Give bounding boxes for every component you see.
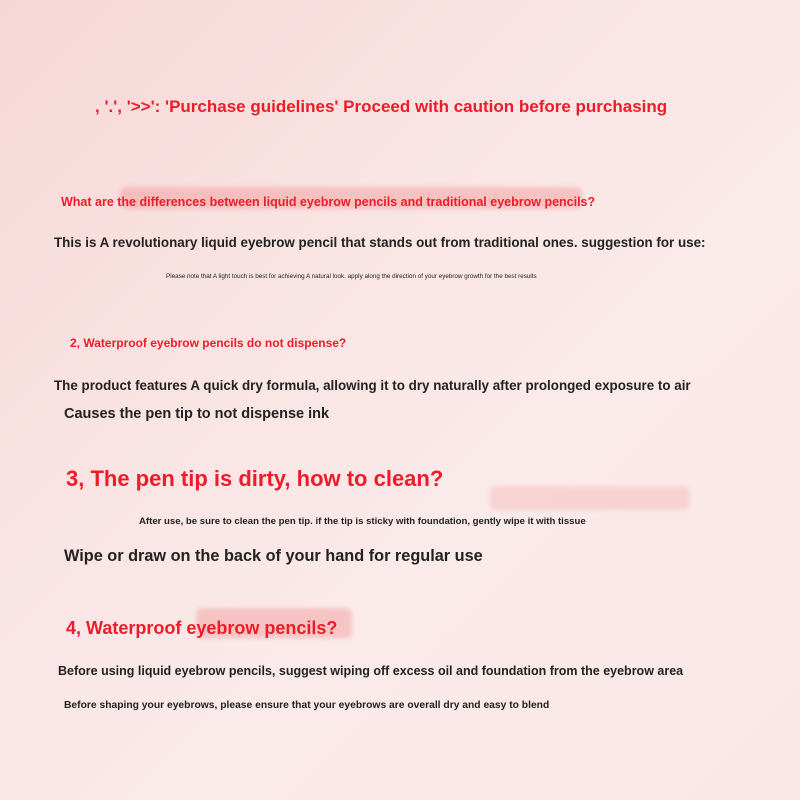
highlight-stroke-q2: [490, 486, 690, 510]
answer-4-line2: Before shaping your eyebrows, please ensure that your eyebrows are overall dry and easy to blend: [64, 700, 550, 711]
answer-2-line1: The product features A quick dry formula, allowing it to dry naturally after prolonged exposure to air: [54, 378, 691, 393]
answer-2-line2: Causes the pen tip to not dispense ink: [64, 406, 330, 422]
answer-1-note: Please note that A light touch is best for achieving A natural look. apply along the direction of your eyebrow growth for the best results: [166, 273, 537, 280]
question-3: 3, The pen tip is dirty, how to clean?: [66, 466, 444, 491]
answer-3-line1: After use, be sure to clean the pen tip. if the tip is sticky with foundation, gently wipe it with tissue: [139, 516, 586, 527]
question-2: 2, Waterproof eyebrow pencils do not dispense?: [70, 336, 347, 350]
page-title: , '.', '>>': 'Purchase guidelines' Proceed with caution before purchasing: [95, 97, 668, 116]
question-4: 4, Waterproof eyebrow pencils?: [66, 618, 338, 638]
question-1: What are the differences between liquid eyebrow pencils and traditional eyebrow pencils?: [61, 195, 596, 209]
answer-3-line2: Wipe or draw on the back of your hand for regular use: [64, 547, 483, 565]
answer-1: This is A revolutionary liquid eyebrow pencil that stands out from traditional ones. suggestion for use:: [54, 235, 706, 250]
answer-4-line1: Before using liquid eyebrow pencils, suggest wiping off excess oil and foundation from the eyebrow area: [58, 664, 684, 678]
